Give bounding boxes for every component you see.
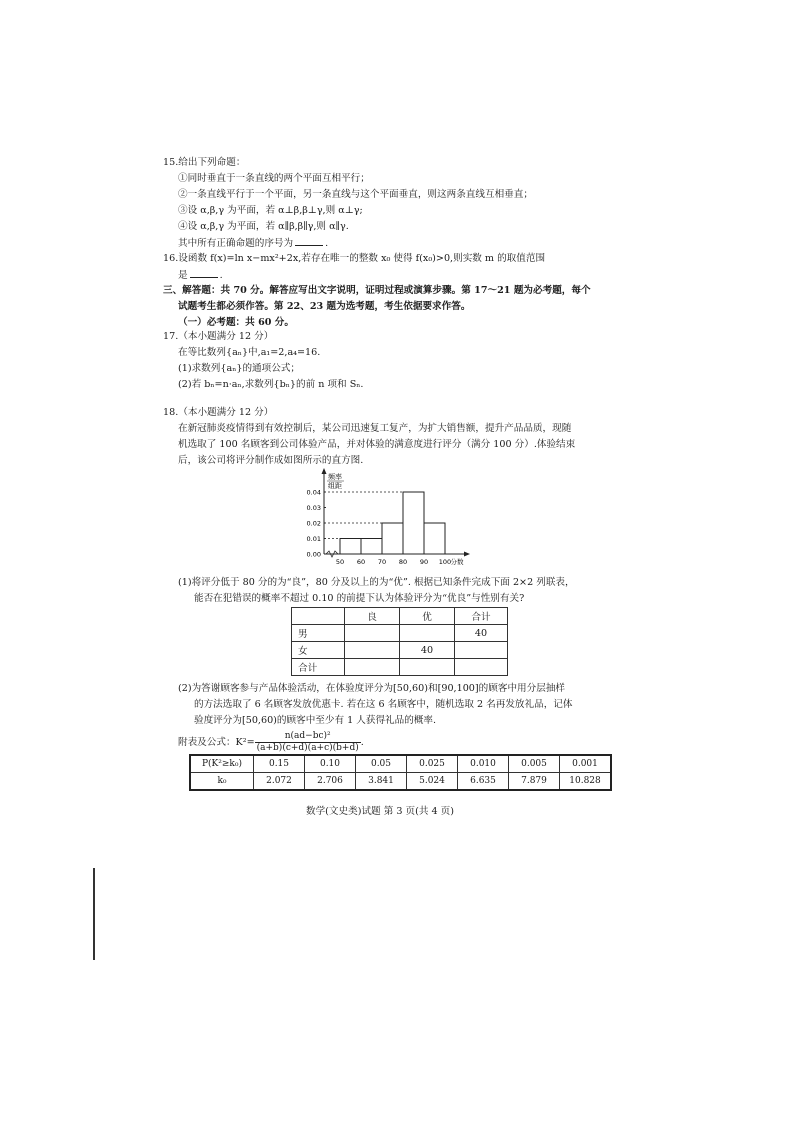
critical-value-row-k: [190, 773, 611, 791]
q18-line-1: 在新冠肺炎疫情得到有效控制后，某公司迅速复工复产，为扩大销售额，提升产品品质，现随: [178, 423, 572, 434]
q18-line-2: 机选取了 100 名顾客到公司体验产品，并对体验的满意度进行评分（满分 100 分）.体验结束: [178, 439, 576, 450]
contingency-cell: [345, 625, 400, 642]
critical-cell: 10.828: [560, 773, 612, 791]
contingency-table: [291, 607, 508, 676]
histogram-bar: [424, 523, 445, 554]
critical-cell: 0.010: [458, 755, 509, 773]
critical-cell: 2.072: [254, 773, 305, 791]
q16-line-2-end: .: [219, 270, 223, 281]
contingency-header-cell: [292, 608, 345, 625]
y-tick-label: 0.01: [306, 535, 321, 543]
q15-proposition-1: ①同时垂直于一条直线的两个平面互相平行；: [178, 173, 370, 184]
q15-question-end: .: [325, 238, 329, 249]
critical-cell: 0.001: [560, 755, 612, 773]
q17-line-3: (2)若 bₙ=n·aₙ,求数列{bₙ}的前 n 项和 Sₙ.: [178, 379, 364, 390]
contingency-header-cell: 合计: [455, 608, 508, 625]
critical-cell: 0.15: [254, 755, 305, 773]
y-tick-label: 0.02: [306, 519, 321, 528]
x-tick-label: 90: [419, 558, 429, 566]
y-axis-arrow: [322, 468, 327, 474]
x-axis-arrow: [464, 552, 470, 557]
q18-line-3: 后，该公司将评分制作成如图所示的直方图.: [178, 455, 364, 466]
contingency-cell: 40: [400, 642, 455, 659]
contingency-cell: [455, 642, 508, 659]
contingency-cell: 女: [292, 642, 345, 659]
critical-cell: 0.025: [407, 755, 458, 773]
x-tick-label: 80: [398, 558, 408, 566]
critical-cell: 2.706: [305, 773, 356, 791]
q15-proposition-2: ②一条直线平行于一个平面，另一条直线与这个平面垂直，则这两条直线互相垂直；: [178, 189, 533, 200]
contingency-cell: [455, 659, 508, 676]
q16-line-2: [178, 268, 223, 283]
y-tick-label: 0.00: [306, 550, 321, 559]
contingency-row-female: [292, 642, 508, 659]
page-footer: 数学(文史类)试题 第 3 页(共 4 页): [306, 806, 454, 817]
critical-row-label: k₀: [190, 773, 254, 791]
kappa-formula: [178, 731, 364, 755]
critical-cell: 6.635: [458, 773, 509, 791]
contingency-cell: [345, 642, 400, 659]
q17-line-1: 在等比数列{aₙ}中,a₁=2,a₄=16.: [178, 347, 321, 358]
section3-line-3: （一）必考题：共 60 分。: [178, 317, 294, 328]
q18-part2-line-2: 的方法选取了 6 名顾客发放优惠卡. 若在这 6 名顾客中，随机选取 2 名再发放礼品，记体: [194, 699, 573, 710]
histogram-bar: [361, 539, 382, 555]
histogram-chart: [296, 468, 496, 572]
contingency-header-cell: 良: [345, 608, 400, 625]
section3-line-2: 试题考生都必须作答。第 22、23 题为选考题，考生依据要求作答。: [178, 301, 471, 312]
contingency-row-total: [292, 659, 508, 676]
q16-line-2-text: 是: [178, 270, 188, 281]
contingency-cell: [400, 625, 455, 642]
y-axis-label-top: 频率: [328, 473, 342, 481]
x-tick-label: 70: [377, 558, 387, 566]
q15-proposition-3: ③设 α,β,γ 为平面，若 α⊥β,β⊥γ,则 α⊥γ;: [178, 205, 363, 216]
contingency-cell: [400, 659, 455, 676]
q15-proposition-4: ④设 α,β,γ 为平面，若 α∥β,β∥γ,则 α∥γ.: [178, 221, 349, 232]
contingency-row-male: [292, 625, 508, 642]
critical-cell: 7.879: [509, 773, 560, 791]
q15-answer-blank: [295, 236, 323, 246]
contingency-cell: [345, 659, 400, 676]
q18-part1-line-1: (1)将评分低于 80 分的为“良”，80 分及以上的为“优”. 根据已知条件完成下面 2×2 列联表，: [178, 577, 575, 588]
y-tick-label: 0.04: [306, 488, 321, 497]
q18-part2-line-1: (2)为答谢顾客参与产品体验活动，在体验度评分为[50,60)和[90,100]的顾客中用分层抽样: [178, 683, 566, 694]
q18-head: 18.（本小题满分 12 分）: [163, 407, 274, 418]
formula-end: .: [360, 737, 364, 748]
q15-question: [178, 236, 328, 251]
contingency-cell: 男: [292, 625, 345, 642]
formula-label: 附表及公式：K²=: [178, 737, 255, 748]
q16-answer-blank: [190, 268, 218, 278]
section3-line-1: 三、解答题：共 70 分。解答应写出文字说明，证明过程或演算步骤。第 17～21 题为必考题，每个: [163, 285, 591, 296]
histogram-bar: [403, 492, 424, 554]
y-axis-label-bottom: 组距: [328, 482, 342, 490]
critical-cell: 0.05: [356, 755, 407, 773]
critical-value-row-p: [190, 755, 611, 773]
q15-stem: 15.给出下列命题：: [163, 157, 246, 168]
x-tick-label: 100: [438, 558, 452, 566]
histogram-bar: [340, 539, 361, 555]
q17-line-2: (1)求数列{aₙ}的通项公式；: [178, 363, 301, 374]
critical-cell: 0.10: [305, 755, 356, 773]
x-tick-label: 60: [356, 558, 366, 566]
contingency-cell: 合计: [292, 659, 345, 676]
x-axis-label: 分数: [450, 558, 464, 566]
x-tick-label: 50: [335, 558, 345, 566]
critical-row-label: P(K²≥k₀): [190, 755, 254, 773]
formula-numerator: n(ad−bc)²: [255, 731, 361, 743]
q15-question-text: 其中所有正确命题的序号为: [178, 238, 294, 249]
critical-cell: 5.024: [407, 773, 458, 791]
contingency-cell: 40: [455, 625, 508, 642]
q18-part1-line-2: 能否在犯错误的概率不超过 0.10 的前提下认为体验评分为“优良”与性别有关?: [194, 593, 525, 604]
q16-line-1: 16.设函数 f(x)=ln x−mx²+2x,若存在唯一的整数 x₀ 使得 f(x₀)>0,则实数 m 的取值范围: [163, 253, 546, 264]
histogram-bar: [382, 523, 403, 554]
scan-margin-line: [93, 868, 95, 960]
critical-cell: 3.841: [356, 773, 407, 791]
contingency-header-cell: 优: [400, 608, 455, 625]
formula-fraction: [255, 731, 361, 754]
formula-denominator: (a+b)(c+d)(a+c)(b+d): [256, 743, 359, 753]
critical-cell: 0.005: [509, 755, 560, 773]
q18-part2-line-3: 验度评分为[50,60)的顾客中至少有 1 人获得礼品的概率.: [194, 715, 437, 726]
y-tick-label: 0.03: [306, 504, 321, 512]
contingency-header-row: [292, 608, 508, 625]
q17-head: 17.（本小题满分 12 分）: [163, 331, 274, 342]
critical-value-table: [189, 754, 612, 791]
